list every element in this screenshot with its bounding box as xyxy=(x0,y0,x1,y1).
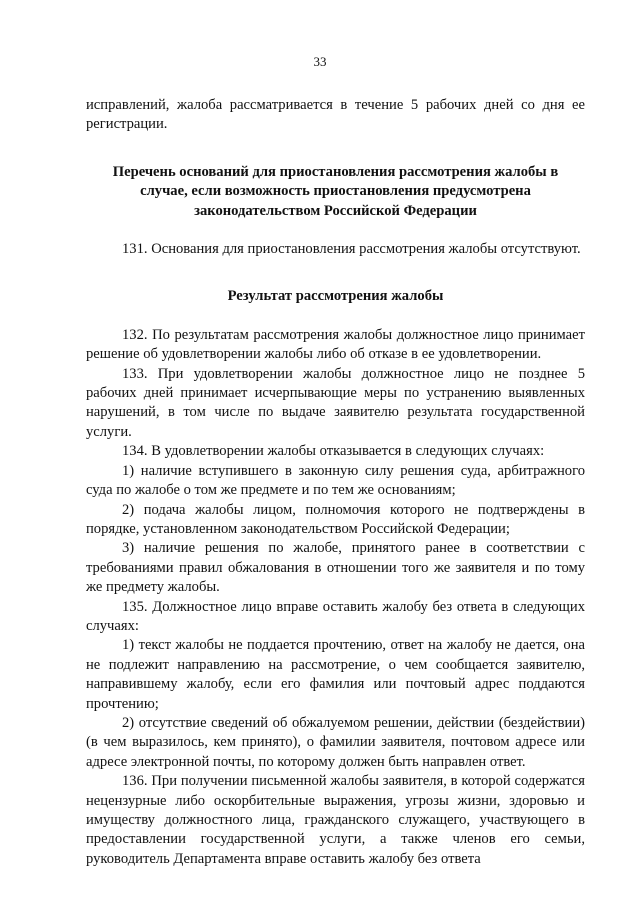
paragraph-132: 132. По результатам рассмотрения жалобы должностное лицо принимает решение об удовлетворении жалобы либо об отказе в ее удовлетворении. xyxy=(86,326,585,363)
spacer xyxy=(86,259,585,287)
page-number: 33 xyxy=(313,54,327,69)
section-heading-suspension: Перечень оснований для приостановления рассмотрения жалобы в случае, если возможность приостановления предусмотрена законодательством Российской Федерации xyxy=(112,163,559,219)
page-body xyxy=(86,96,585,869)
paragraph-135-item-2: 2) отсутствие сведений об обжалуемом решении, действии (бездействии) (в чем выразилось, кем принято), о фамилии заявителя, почтовом адресе или адресе электронной почты, по которому должен быть направлен ответ. xyxy=(86,714,585,770)
paragraph-131: 131. Основания для приостановления рассмотрения жалобы отсутствуют. xyxy=(122,241,581,258)
spacer xyxy=(86,221,585,240)
paragraph-135-item-1: 1) текст жалобы не поддается прочтению, ответ на жалобу не дается, она не подлежит направлению на рассмотрение, о чем сообщается заявителю, направившему жалобу, если его фамилия или почтовый адрес поддаются прочтению; xyxy=(86,637,585,712)
paragraph-134: 134. В удовлетворении жалобы отказывается в следующих случаях: xyxy=(122,443,545,460)
spacer xyxy=(86,307,585,326)
paragraph-135: 135. Должностное лицо вправе оставить жалобу без ответа в следующих случаях: xyxy=(86,598,585,634)
paragraph-133: 133. При удовлетворении жалобы должностное лицо не позднее 5 рабочих дней принимает исчерпывающие меры по устранению выявленных нарушений, в том числе по выдаче заявителю результата государственной услуги. xyxy=(86,365,585,440)
paragraph-134-item-1: 1) наличие вступившего в законную силу решения суда, арбитражного суда по жалобе о том же предмете и по тем же основаниям; xyxy=(86,462,585,499)
section-heading-result: Результат рассмотрения жалобы xyxy=(227,288,444,305)
spacer xyxy=(86,135,585,163)
paragraph-intro: исправлений, жалоба рассматривается в течение 5 рабочих дней со дня ее регистрации. xyxy=(86,97,585,133)
paragraph-134-item-2: 2) подача жалобы лицом, полномочия которого не подтверждены в порядке, установленном законодательством Российской Федерации; xyxy=(86,501,585,537)
paragraph-134-item-3: 3) наличие решения по жалобе, принятого ранее в соответствии с требованиями правил обжалования в отношении того же заявителя и по тому же предмету жалобы. xyxy=(86,540,585,596)
paragraph-136: 136. При получении письменной жалобы заявителя, в которой содержатся нецензурные либо оскорбительные выражения, угрозы жизни, здоровью и имуществу должностного лица, гражданского служащего, участвующего в предоставлении государственной услуги, а также членов его семьи, руководитель Департамента вправе оставить жалобу без ответа xyxy=(86,773,585,867)
